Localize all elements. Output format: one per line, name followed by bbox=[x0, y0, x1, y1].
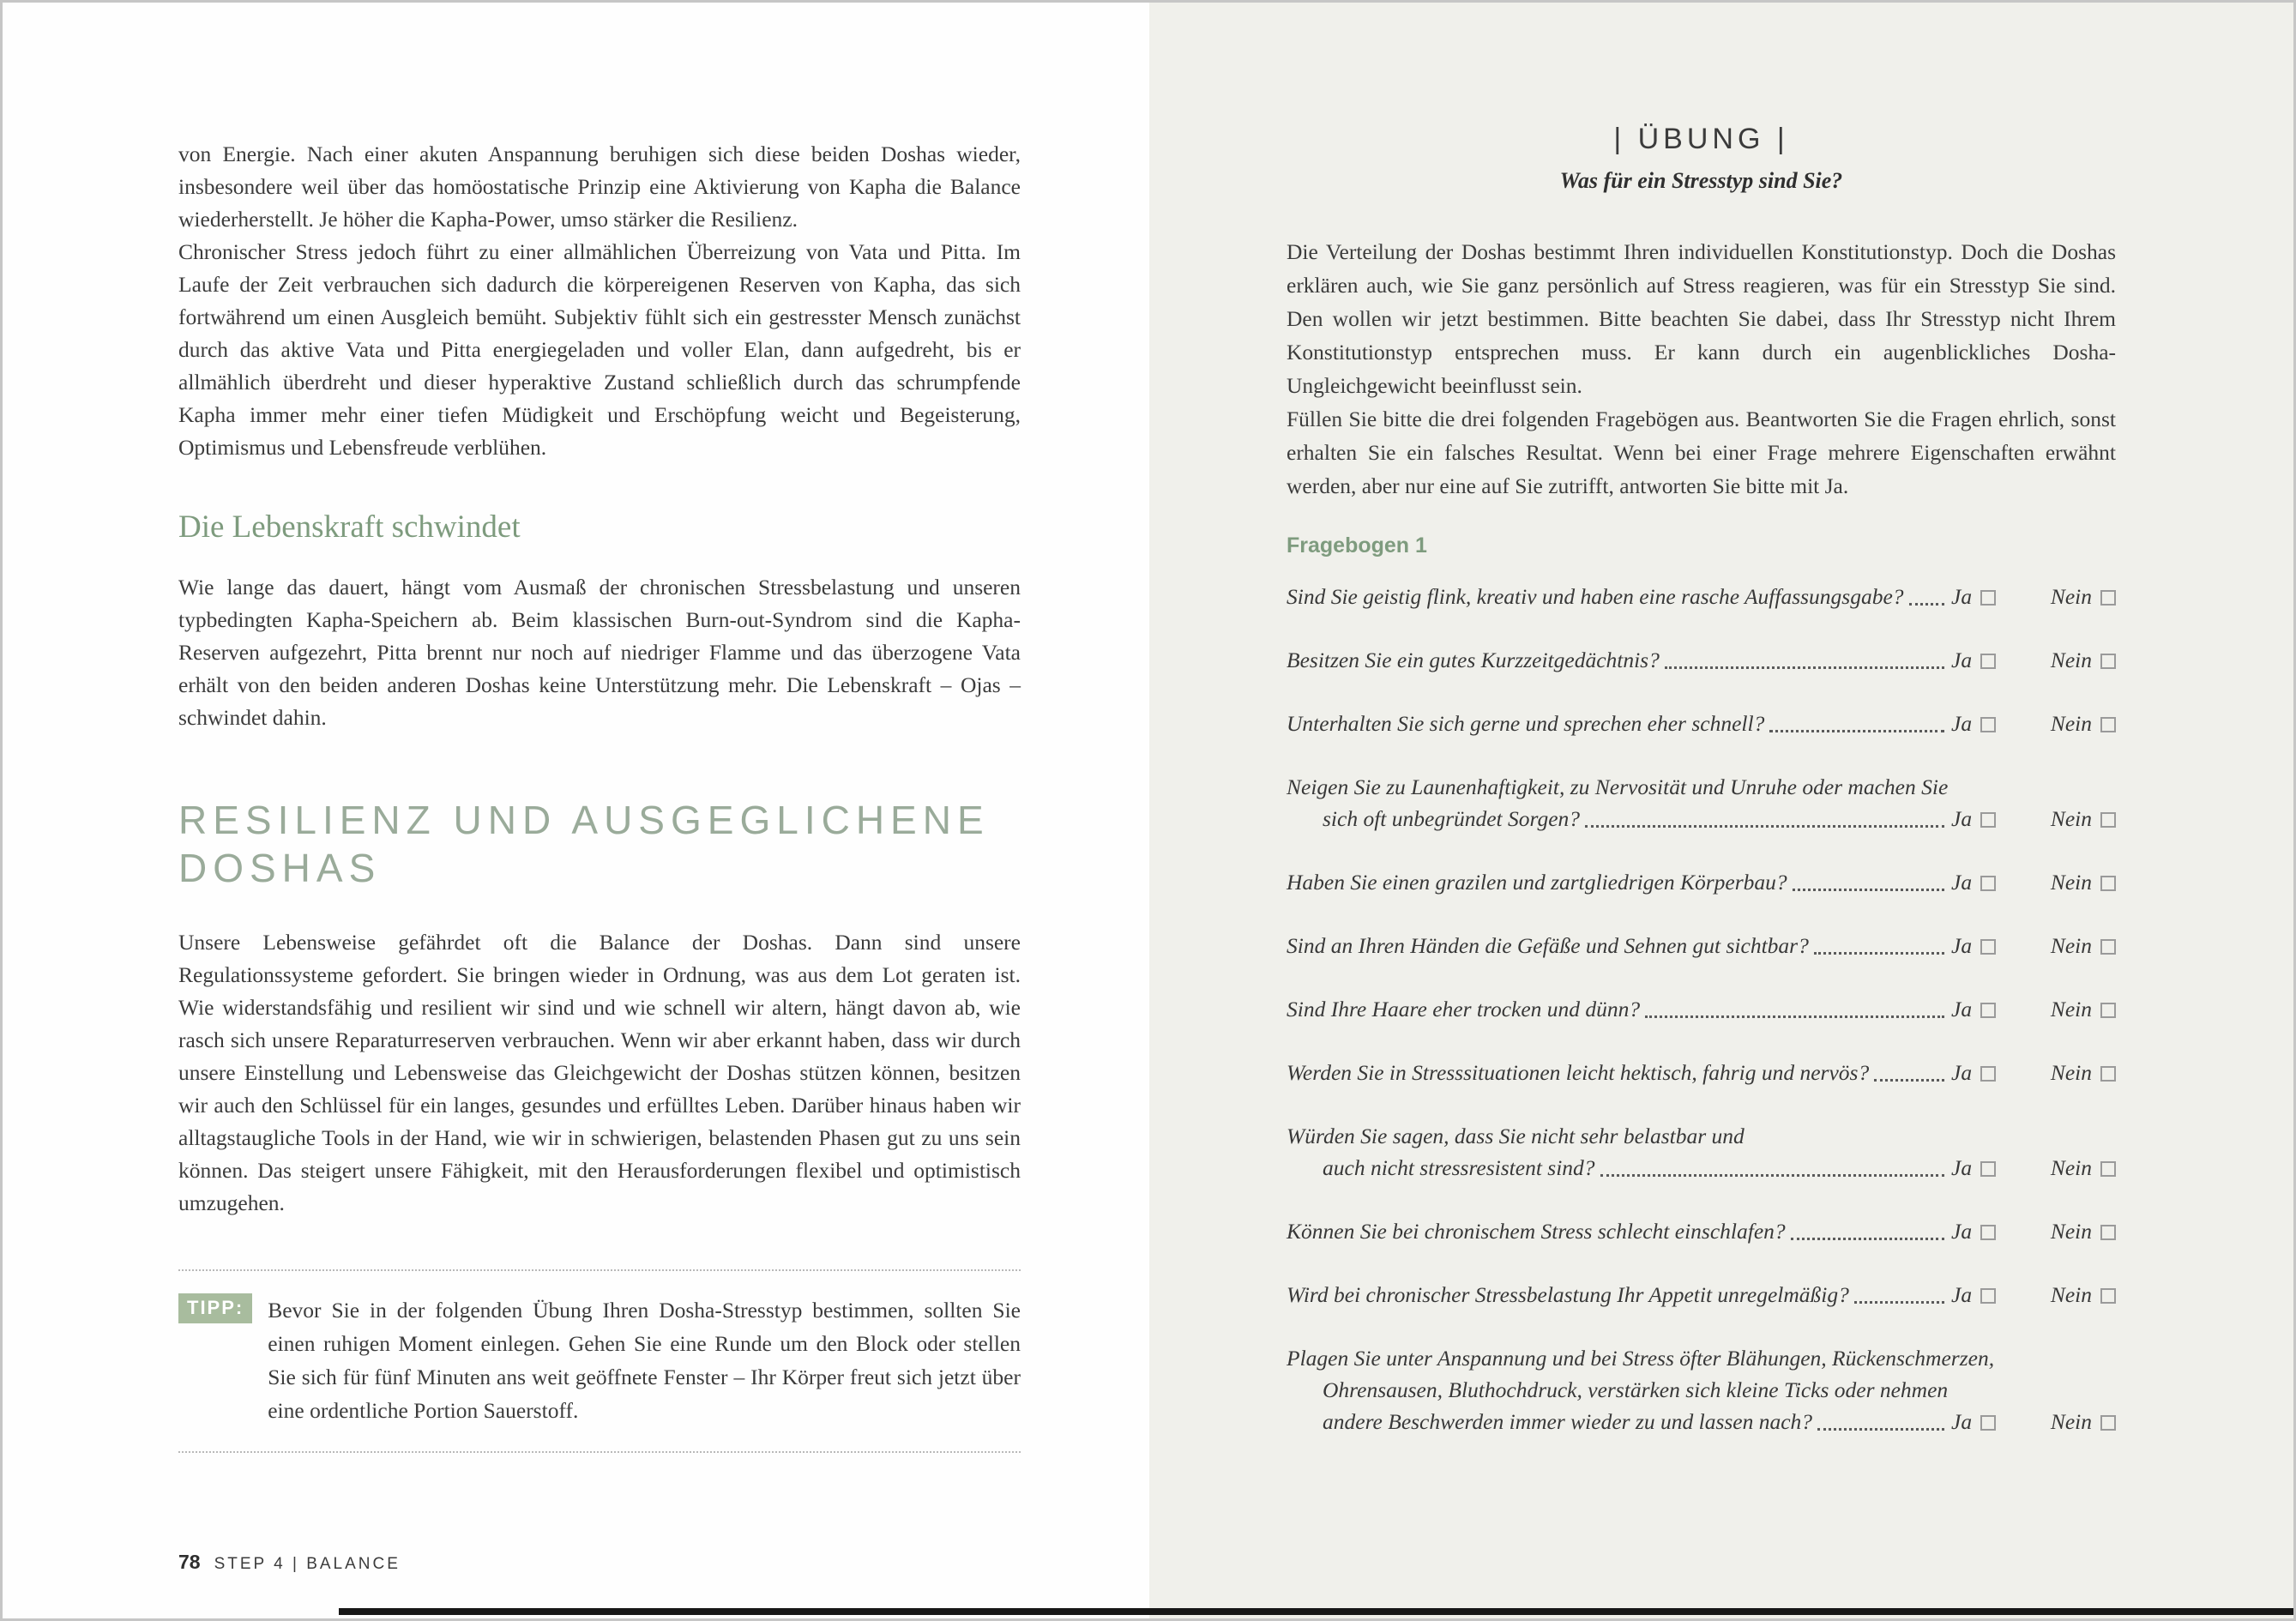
question-line: Würden Sie sagen, dass Sie nicht sehr belastbar und bbox=[1287, 1124, 1745, 1148]
answer-yes-label: Ja bbox=[1951, 648, 1973, 672]
answer-no-label: Nein bbox=[2050, 1219, 2092, 1244]
dot-leader bbox=[1909, 603, 1944, 606]
tip-label: TIPP: bbox=[178, 1293, 252, 1323]
answer-yes-label: Ja bbox=[1951, 997, 1973, 1021]
question-text: Haben Sie einen grazilen und zartgliedrigen Körperbau? bbox=[1287, 870, 1787, 895]
answer-options bbox=[1951, 708, 2116, 739]
tip-text: Bevor Sie in der folgenden Übung Ihren Dosha-Stresstyp bestimmen, sollten Sie einen ruhigen Moment einlegen. Gehen Sie eine Runde um den Block oder stellen Sie sich für fünf Minuten ans weit geöffnete Fenster – Ihr Körper freut sich jetzt über eine ordentliche Portion Sauerstoff. bbox=[268, 1298, 1021, 1423]
answer-no bbox=[2051, 1406, 2116, 1437]
dot-leader bbox=[1665, 666, 1944, 669]
answer-yes-checkbox[interactable] bbox=[1980, 1003, 1996, 1018]
answer-no-label: Nein bbox=[2050, 933, 2092, 958]
question-text: Sind an Ihren Händen die Gefäße und Sehnen gut sichtbar? bbox=[1287, 933, 1809, 958]
answer-yes-label: Ja bbox=[1951, 933, 1973, 958]
answer-options bbox=[1951, 866, 2116, 898]
answer-yes-checkbox[interactable] bbox=[1980, 1225, 1996, 1240]
answer-yes-checkbox[interactable] bbox=[1980, 654, 1996, 669]
question-line bbox=[1287, 993, 2116, 1025]
answer-yes-checkbox[interactable] bbox=[1980, 1161, 1996, 1177]
answer-options bbox=[1951, 993, 2116, 1025]
question-item bbox=[1287, 1342, 2116, 1437]
answer-yes-label: Ja bbox=[1951, 584, 1973, 609]
dot-leader bbox=[1874, 1079, 1944, 1082]
answer-yes-label: Ja bbox=[1951, 711, 1973, 736]
chapter-heading bbox=[178, 796, 1021, 892]
question-text: Können Sie bei chronischem Stress schlecht einschlafen? bbox=[1287, 1219, 1786, 1244]
page-right bbox=[1149, 3, 2293, 1618]
page-left bbox=[3, 3, 1149, 1618]
body-paragraph: Unsere Lebensweise gefährdet oft die Balance der Doshas. Dann sind unsere Regulationssysteme gefordert. Sie bringen wieder in Ordnung, was aus dem Lot geraten ist. Wie widerstandsfähig und resilient wir sind und wie schnell wir altern, hängt davon ab, wie rasch sich unsere Reparaturreserven verbrauchen. Wenn wir aber erkannt haben, dass wir durch unsere Einstellung und Lebensweise das Gleichgewicht der Doshas stützen können, besitzen wir auch den Schlüssel für ein langes, gesundes und erfülltes Leben. Darüber hinaus haben wir alltagstaugliche Tools in der Hand, wie wir in schwierigen, belastenden Phasen gut zu uns sein können. Das steigert unsere Fähigkeit, mit den Herausforderungen flexibel und optimistisch umzugehen. bbox=[178, 930, 1021, 1215]
answer-no bbox=[2051, 581, 2116, 612]
answer-yes-checkbox[interactable] bbox=[1980, 1415, 1996, 1431]
answer-no-checkbox[interactable] bbox=[2100, 812, 2116, 828]
dot-leader bbox=[1791, 1238, 1944, 1240]
dot-leader bbox=[1600, 1174, 1944, 1177]
dot-leader bbox=[1793, 889, 1944, 891]
question-line: Ohrensausen, Bluthochdruck, verstärken sich kleine Ticks oder nehmen bbox=[1323, 1377, 1949, 1402]
question-line: Plagen Sie unter Anspannung und bei Stress öfter Blähungen, Rückenschmerzen, bbox=[1287, 1346, 1995, 1371]
questionnaire-label: Fragebogen 1 bbox=[1287, 533, 1427, 557]
question-item bbox=[1287, 866, 2116, 898]
answer-yes bbox=[1951, 644, 1996, 676]
answer-no-checkbox[interactable] bbox=[2100, 717, 2116, 732]
answer-options bbox=[1951, 1152, 2116, 1184]
question-text: Sind Ihre Haare eher trocken und dünn? bbox=[1287, 997, 1641, 1021]
answer-yes-label: Ja bbox=[1951, 806, 1973, 831]
exercise-header: | ÜBUNG | bbox=[1613, 123, 1789, 155]
answer-yes bbox=[1951, 1279, 1996, 1311]
page-number: 78 bbox=[178, 1551, 201, 1573]
answer-yes bbox=[1951, 930, 1996, 961]
questions-list bbox=[1287, 581, 2116, 1437]
answer-no-checkbox[interactable] bbox=[2100, 1003, 2116, 1018]
answer-yes-checkbox[interactable] bbox=[1980, 1288, 1996, 1304]
answer-options bbox=[1951, 1215, 2116, 1247]
question-line bbox=[1287, 1215, 2116, 1247]
question-text: Wird bei chronischer Stressbelastung Ihr Appetit unregelmäßig? bbox=[1287, 1282, 1849, 1307]
question-text: Werden Sie in Stresssituationen leicht hektisch, fahrig und nervös? bbox=[1287, 1060, 1870, 1085]
body-paragraph: Wie lange das dauert, hängt vom Ausmaß der chronischen Stressbelastung und unseren typbedingten Kapha-Speichern ab. Beim klassischen Burn-out-Syndrom sind die Kapha-Reserven aufgezehrt, Pitta brennt nur noch auf niedriger Flamme und das überzogene Vata erhält von den beiden anderen Doshas keine Unterstützung mehr. Die Lebenskraft – Ojas – schwindet dahin. bbox=[178, 575, 1021, 730]
question-line bbox=[1287, 1057, 2116, 1088]
answer-yes-checkbox[interactable] bbox=[1980, 939, 1996, 955]
answer-yes bbox=[1951, 708, 1996, 739]
answer-yes bbox=[1951, 866, 1996, 898]
question-line bbox=[1287, 708, 2116, 739]
answer-yes-label: Ja bbox=[1951, 1282, 1973, 1307]
question-line bbox=[1287, 866, 2116, 898]
answer-no-label: Nein bbox=[2050, 806, 2092, 831]
dot-leader bbox=[1814, 952, 1944, 955]
body-paragraph: von Energie. Nach einer akuten Anspannung beruhigen sich diese beiden Doshas wieder, insbesondere weil über das homöostatische Prinzip eine Aktivierung von Kapha die Balance wiederherstellt. Je höher die Kapha-Power, umso stärker die Resilienz. bbox=[178, 142, 1021, 232]
question-line bbox=[1287, 930, 2116, 961]
question-item bbox=[1287, 644, 2116, 676]
question-item bbox=[1287, 930, 2116, 961]
question-line bbox=[1287, 1279, 2116, 1311]
answer-options bbox=[1951, 1279, 2116, 1311]
answer-options bbox=[1951, 930, 2116, 961]
answer-no-checkbox[interactable] bbox=[2100, 1161, 2116, 1177]
dot-leader bbox=[1854, 1301, 1944, 1304]
answer-no-checkbox[interactable] bbox=[2100, 654, 2116, 669]
answer-yes bbox=[1951, 1406, 1996, 1437]
question-item bbox=[1287, 771, 2116, 835]
intro-paragraph: Füllen Sie bitte die drei folgenden Fragebögen aus. Beantworten Sie die Fragen ehrlich, sonst erhalten Sie ein falsches Resultat. Wenn bei einer Frage mehrere Eigenschaften erwähnt werden, aber nur eine auf Sie zutrifft, antworten Sie bitte mit Ja. bbox=[1287, 407, 2116, 498]
answer-no-label: Nein bbox=[2050, 584, 2092, 609]
question-line bbox=[1287, 1152, 2116, 1184]
answer-no bbox=[2051, 644, 2116, 676]
chapter-label: STEP 4 | BALANCE bbox=[214, 1555, 401, 1573]
answer-no bbox=[2051, 1057, 2116, 1088]
intro-paragraph: Die Verteilung der Doshas bestimmt Ihren individuellen Konstitutionstyp. Doch die Doshas erklären auch, wie Sie ganz persönlich auf Stress reagieren, was für ein Stresstyp Sie sind. Den wollen wir jetzt bestimmen. Bitte beachten Sie dabei, dass Ihr Stresstyp nicht Ihrem Konstitutionstyp entsprechen muss. Er kann durch ein augenblickliches Dosha-Ungleichgewicht beeinflusst sein. bbox=[1287, 239, 2116, 398]
section-heading: Die Lebenskraft schwindet bbox=[178, 509, 521, 545]
answer-no-checkbox[interactable] bbox=[2100, 1066, 2116, 1082]
question-text: sich oft unbegründet Sorgen? bbox=[1323, 806, 1581, 831]
body-paragraph: Chronischer Stress jedoch führt zu einer allmählichen Überreizung von Vata und Pitta. Im Laufe der Zeit verbrauchen sich dadurch die körpereigenen Reserven von Kapha, das sich fortwährend um einen Ausgleich bemüht. Subjektiv fühlt sich ein gestresster Mensch zunächst durch das aktive Vata und Pitta energiegeladen und voller Elan, dann aufgedreht, bis er allmählich überdreht und dieser hyperaktive Zustand schließlich durch das schrumpfende Kapha immer mehr einer tiefen Müdigkeit und Erschöpfung weicht und Begeisterung, Optimismus und Lebensfreude verblühen. bbox=[178, 239, 1021, 460]
answer-no bbox=[2051, 1215, 2116, 1247]
question-line bbox=[1287, 644, 2116, 676]
question-text: Unterhalten Sie sich gerne und sprechen eher schnell? bbox=[1287, 711, 1765, 736]
answer-no bbox=[2051, 930, 2116, 961]
answer-yes bbox=[1951, 1215, 1996, 1247]
answer-yes-label: Ja bbox=[1951, 1409, 1973, 1434]
answer-yes-checkbox[interactable] bbox=[1980, 876, 1996, 891]
question-item bbox=[1287, 1279, 2116, 1311]
answer-yes-label: Ja bbox=[1951, 1060, 1973, 1085]
question-item bbox=[1287, 581, 2116, 612]
dot-leader bbox=[1645, 1015, 1944, 1018]
answer-no-label: Nein bbox=[2050, 1060, 2092, 1085]
question-text: auch nicht stressresistent sind? bbox=[1323, 1155, 1595, 1180]
answer-no-checkbox[interactable] bbox=[2100, 1288, 2116, 1304]
answer-no bbox=[2051, 866, 2116, 898]
answer-options bbox=[1951, 1057, 2116, 1088]
answer-yes-label: Ja bbox=[1951, 1219, 1973, 1244]
answer-yes-label: Ja bbox=[1951, 870, 1973, 895]
question-line bbox=[1287, 1406, 2116, 1437]
dot-leader bbox=[1817, 1428, 1944, 1431]
answer-no-checkbox[interactable] bbox=[2100, 939, 2116, 955]
question-item bbox=[1287, 1057, 2116, 1088]
answer-yes bbox=[1951, 1057, 1996, 1088]
answer-no-label: Nein bbox=[2050, 1409, 2092, 1434]
answer-yes bbox=[1951, 993, 1996, 1025]
answer-no-label: Nein bbox=[2050, 1282, 2092, 1307]
answer-yes bbox=[1951, 581, 1996, 612]
answer-no bbox=[2051, 993, 2116, 1025]
question-item bbox=[1287, 1215, 2116, 1247]
tip-box bbox=[178, 1269, 1021, 1453]
page-footer bbox=[178, 1551, 401, 1574]
question-line bbox=[1287, 803, 2116, 835]
answer-yes-checkbox[interactable] bbox=[1980, 812, 1996, 828]
answer-no bbox=[2051, 1152, 2116, 1184]
answer-no-checkbox[interactable] bbox=[2100, 1415, 2116, 1431]
answer-no bbox=[2051, 708, 2116, 739]
answer-yes-label: Ja bbox=[1951, 1155, 1973, 1180]
book-edge-shadow bbox=[339, 1608, 2293, 1615]
answer-no-checkbox[interactable] bbox=[2100, 590, 2116, 606]
answer-no-checkbox[interactable] bbox=[2100, 876, 2116, 891]
dot-leader bbox=[1769, 730, 1944, 732]
answer-yes-checkbox[interactable] bbox=[1980, 590, 1996, 606]
answer-no-label: Nein bbox=[2050, 870, 2092, 895]
answer-options bbox=[1951, 644, 2116, 676]
exercise-subtitle: Was für ein Stresstyp sind Sie? bbox=[1559, 168, 1843, 193]
answer-options bbox=[1951, 803, 2116, 835]
question-text: Besitzen Sie ein gutes Kurzzeitgedächtnis? bbox=[1287, 648, 1660, 672]
question-text: Sind Sie geistig flink, kreativ und haben eine rasche Auffassungsgabe? bbox=[1287, 584, 1904, 609]
chapter-heading-line1: RESILIENZ UND AUSGEGLICHENE bbox=[178, 798, 990, 842]
answer-options bbox=[1951, 581, 2116, 612]
question-item bbox=[1287, 708, 2116, 739]
question-text: andere Beschwerden immer wieder zu und lassen nach? bbox=[1323, 1409, 1813, 1434]
answer-no-checkbox[interactable] bbox=[2100, 1225, 2116, 1240]
answer-no-label: Nein bbox=[2050, 997, 2092, 1021]
answer-options bbox=[1951, 1406, 2116, 1437]
question-line bbox=[1287, 581, 2116, 612]
answer-yes bbox=[1951, 1152, 1996, 1184]
answer-no-label: Nein bbox=[2050, 1155, 2092, 1180]
chapter-heading-line2: DOSHAS bbox=[178, 846, 382, 890]
answer-yes bbox=[1951, 803, 1996, 835]
question-item bbox=[1287, 1120, 2116, 1184]
question-item bbox=[1287, 993, 2116, 1025]
answer-no bbox=[2051, 1279, 2116, 1311]
answer-yes-checkbox[interactable] bbox=[1980, 717, 1996, 732]
answer-yes-checkbox[interactable] bbox=[1980, 1066, 1996, 1082]
left-text-column bbox=[178, 138, 1021, 1453]
answer-no-label: Nein bbox=[2050, 648, 2092, 672]
answer-no-label: Nein bbox=[2050, 711, 2092, 736]
question-line: Neigen Sie zu Launenhaftigkeit, zu Nervosität und Unruhe oder machen Sie bbox=[1287, 774, 1949, 799]
dot-leader bbox=[1585, 825, 1944, 828]
answer-no bbox=[2051, 803, 2116, 835]
